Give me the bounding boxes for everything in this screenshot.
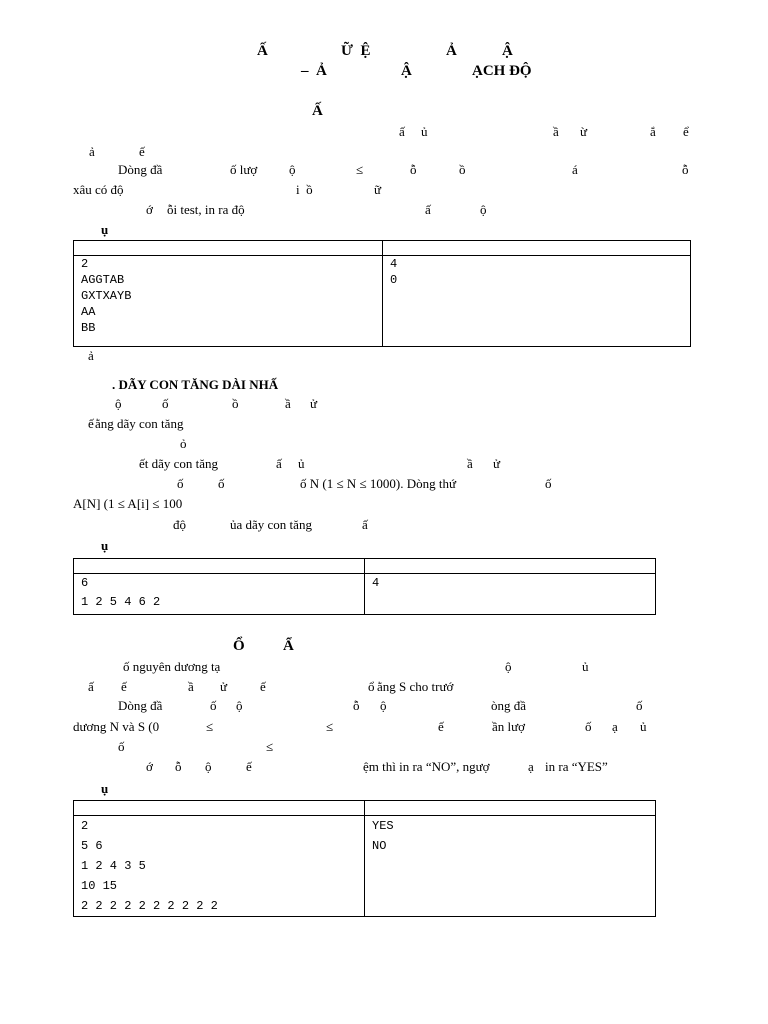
problem3-heading: Ẩ — [283, 638, 294, 654]
p2-text: ố — [177, 476, 184, 491]
p3-text: ỗ — [353, 698, 360, 713]
p2-text: ố — [162, 396, 169, 411]
p2-text: ố — [218, 476, 225, 491]
doc-title-fragment: Ậ — [502, 43, 513, 59]
p3-text: ố — [118, 739, 125, 754]
p1-text: ≤ — [356, 162, 364, 177]
p2-text: ố — [545, 476, 552, 491]
p3-text: ≤ — [266, 739, 274, 754]
p3-text: ạ — [528, 759, 534, 774]
p1-text: ộ — [289, 162, 296, 177]
p2-text: ế — [88, 416, 94, 431]
p3-text: ố nguyên dương tạ — [123, 659, 221, 674]
p3-text: ử — [220, 679, 228, 694]
doc-title-fragment: Ấ — [257, 43, 268, 59]
p1-text: ố lượ — [230, 162, 258, 177]
p3-text: ấ — [88, 679, 94, 694]
p1-text: ể — [683, 124, 689, 139]
doc-title-fragment: Ữ Ệ — [341, 43, 371, 59]
p2-text: ồ — [232, 396, 239, 411]
p3-text: ố — [585, 719, 592, 734]
p1-text: i ồ — [296, 182, 313, 197]
p2-text: ấ — [276, 456, 282, 471]
p3-text: ủ — [582, 659, 589, 674]
p3-text: ớ — [146, 759, 153, 774]
p3-text: ỗ — [175, 759, 182, 774]
output-cell — [365, 574, 656, 615]
p3-text: ế — [246, 759, 252, 774]
p2-text: ủ — [298, 456, 305, 471]
p3-text: òng đầ — [491, 698, 527, 713]
input-cell — [74, 256, 383, 347]
p2-text: ử — [493, 456, 501, 471]
p2-text: ầ — [285, 396, 291, 411]
p3-text: ổ — [368, 679, 375, 694]
p2-example-table — [73, 558, 656, 615]
p1-text: ế — [139, 144, 145, 159]
p1-text: ớ — [146, 202, 153, 217]
p1-text: ắ — [650, 124, 656, 139]
doc-subtitle-fragment: – Ả — [301, 63, 327, 79]
p2-text: ằng dãy con tăng — [95, 416, 184, 431]
p1-text: xâu có độ — [73, 182, 124, 197]
p3-text: ạ — [612, 719, 618, 734]
p1-text: ủ — [421, 124, 428, 139]
p3-text: ố — [210, 698, 217, 713]
p1-text: á — [572, 162, 578, 177]
input-header-cell — [74, 241, 383, 256]
p1-text: ộ — [480, 202, 487, 217]
p1-text: Dòng đầ — [118, 162, 163, 177]
p3-text: ộ — [236, 698, 243, 713]
input-cell — [74, 574, 365, 615]
input-cell — [74, 816, 365, 917]
p2-text: ết dãy con tăng — [139, 456, 219, 471]
p3-text: ố — [636, 698, 643, 713]
p2-text: ủa dãy con tăng — [230, 517, 312, 532]
p3-text: ≤ — [206, 719, 214, 734]
sample-output: 4 0 — [390, 257, 398, 287]
output-cell — [365, 816, 656, 917]
p3-text: ộ — [380, 698, 387, 713]
p2-text: ộ — [115, 396, 122, 411]
p2-text: ầ — [467, 456, 473, 471]
p2-text: ấ — [362, 517, 368, 532]
p1-text: ấ — [399, 124, 405, 139]
p3-text: ằng S cho trướ — [377, 679, 454, 694]
output-header-cell — [383, 241, 691, 256]
sample-input: 6 1 2 5 4 6 2 — [81, 576, 161, 609]
p1-text: ỗ — [410, 162, 417, 177]
p1-text: ừ — [580, 124, 588, 139]
p1-example-table — [73, 240, 691, 347]
doc-title-fragment: Ả — [446, 43, 457, 59]
sample-input: 2 5 6 1 2 4 3 5 10 15 2 2 2 2 2 2 2 2 2 2 — [81, 819, 218, 913]
problem2-heading: . DÃY CON TĂNG DÀI NHẤ — [112, 377, 279, 392]
input-header-cell — [74, 801, 365, 816]
p2-text: ố N (1 ≤ N ≤ 1000). Dòng thứ — [300, 476, 456, 491]
p3-text: ủ — [640, 719, 647, 734]
sample-input: 2 AGGTAB GXTXAYB AA BB — [81, 257, 132, 335]
p3-example-label: ụ — [101, 781, 109, 796]
p3-text: in ra “YES” — [545, 759, 608, 774]
output-cell — [383, 256, 691, 347]
p3-text: ộ — [205, 759, 212, 774]
sample-output: 4 — [372, 576, 380, 590]
p1-text: ỗi test, in ra độ — [167, 202, 245, 217]
p3-text: ệm thì in ra “NO”, ngượ — [363, 759, 490, 774]
p1-text: ữ — [374, 182, 382, 197]
p1-text: ả — [89, 144, 95, 159]
sample-output: YES NO — [372, 819, 394, 853]
output-header-cell — [365, 801, 656, 816]
p2-example-label: ụ — [101, 538, 109, 553]
p1-text: ấ — [425, 202, 431, 217]
p2-text: độ — [173, 517, 186, 532]
p3-text: ≤ — [326, 719, 334, 734]
p2-text: ỏ — [180, 436, 187, 451]
p3-text: ầ — [188, 679, 194, 694]
output-header-cell — [365, 559, 656, 574]
input-header-cell — [74, 559, 365, 574]
p1-text: ầ — [553, 124, 559, 139]
p2-text: A[N] (1 ≤ A[i] ≤ 100 — [73, 496, 183, 511]
p1-note: ả — [88, 348, 94, 363]
p3-text: Dòng đầ — [118, 698, 163, 713]
p3-example-table — [73, 800, 656, 917]
doc-subtitle-fragment: ẠCH ĐỘ — [472, 63, 532, 79]
p1-example-label: ụ — [101, 222, 109, 237]
p2-text: ử — [310, 396, 318, 411]
p3-text: dương N và S (0 — [73, 719, 160, 734]
p3-text: ế — [260, 679, 266, 694]
p1-text: ồ — [459, 162, 466, 177]
p3-text: ần lượ — [492, 719, 526, 734]
doc-subtitle-fragment: Ậ — [401, 63, 412, 79]
p3-text: ế — [438, 719, 444, 734]
problem3-heading: Ổ — [233, 638, 245, 654]
p3-text: ế — [121, 679, 127, 694]
p1-text: ỗ — [682, 162, 689, 177]
problem1-heading: Ấ — [312, 103, 323, 119]
p3-text: ộ — [505, 659, 512, 674]
